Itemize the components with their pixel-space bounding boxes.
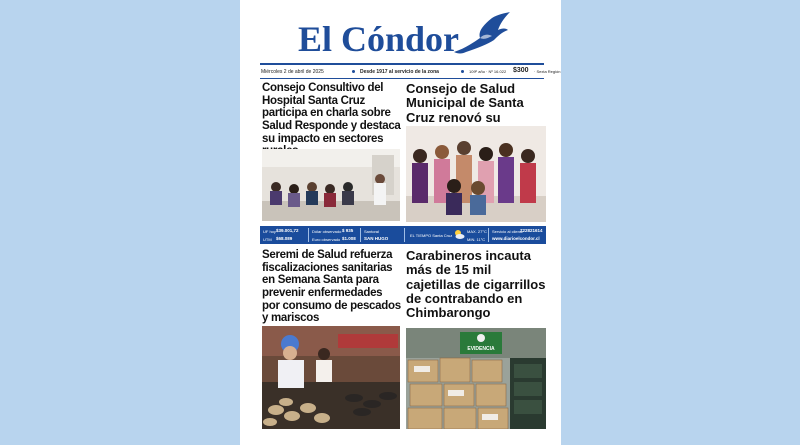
motto: Desde 1917 al servicio de la zona [360,69,439,75]
newspaper-page [240,0,561,445]
santoral-label: Santoral [364,229,379,234]
separator-dot [352,70,355,73]
uf-value: $39.001,72 [276,228,299,233]
euro-label: Euro observado [312,237,341,242]
headline-carabineros[interactable]: Carabineros incauta más de 15 mil cajetillas de cigarrillos de contrabando en Chimbarongo [406,248,546,321]
phone-label: Servicio al cliente [492,229,524,234]
sun-cloud-icon [453,229,465,240]
condor-logo-icon [452,12,512,60]
photo-charla[interactable] [262,149,400,221]
dolar-label: Dólar observado [312,229,342,234]
santoral-value: SAN HUGO [364,236,389,241]
headline-seremi[interactable]: Seremi de Salud refuerza fiscalizaciones sanitarias en Semana Santa para prevenir enfermedades por consumo de pescados y mariscos [262,249,401,325]
issue-date: Miércoles 2 de abril de 2025 [261,69,324,75]
phone-value: 722821614 [520,228,543,233]
info-bar [260,63,561,79]
min-temp: MIN. 11°C [467,237,486,242]
ticker-divider [488,228,489,242]
weather-label: EL TIEMPO Santa Cruz [410,233,453,238]
ticker-divider [360,228,361,242]
edition-number: 109º año · Nº 16.022 [469,69,507,74]
website-link[interactable]: www.diarioelcondor.cl [492,236,540,241]
utm-label: UTM [263,237,272,242]
ticker-divider [404,228,405,242]
separator-dot [461,70,464,73]
headline-consejo-salud[interactable]: Consejo de Salud Municipal de Santa Cruz renovó su [406,81,524,125]
photo-incautacion[interactable] [406,328,546,429]
ticker-divider [308,228,309,242]
price: $300 [513,67,529,74]
region: · Sexta Región [534,69,561,74]
uf-label: UF hoy [263,229,276,234]
evidencia-sign: EVIDENCIA [467,346,495,352]
headline-consejo-consultivo[interactable]: Consejo Consultivo del Hospital Santa Cruz participa en charla sobre Salud Responde y destaca su impacto en sectores [262,82,401,145]
photo-fiscalizacion[interactable] [262,326,400,429]
masthead [240,8,561,60]
euro-value: $1.008 [342,236,356,241]
photo-directiva[interactable] [406,126,546,222]
economic-ticker [260,226,546,244]
dolar-value: $ 935 [342,228,354,233]
max-temp: MAX. 27°C [467,229,487,234]
newspaper-title: El Cóndor [298,19,460,59]
utm-value: $68.089 [276,236,293,241]
